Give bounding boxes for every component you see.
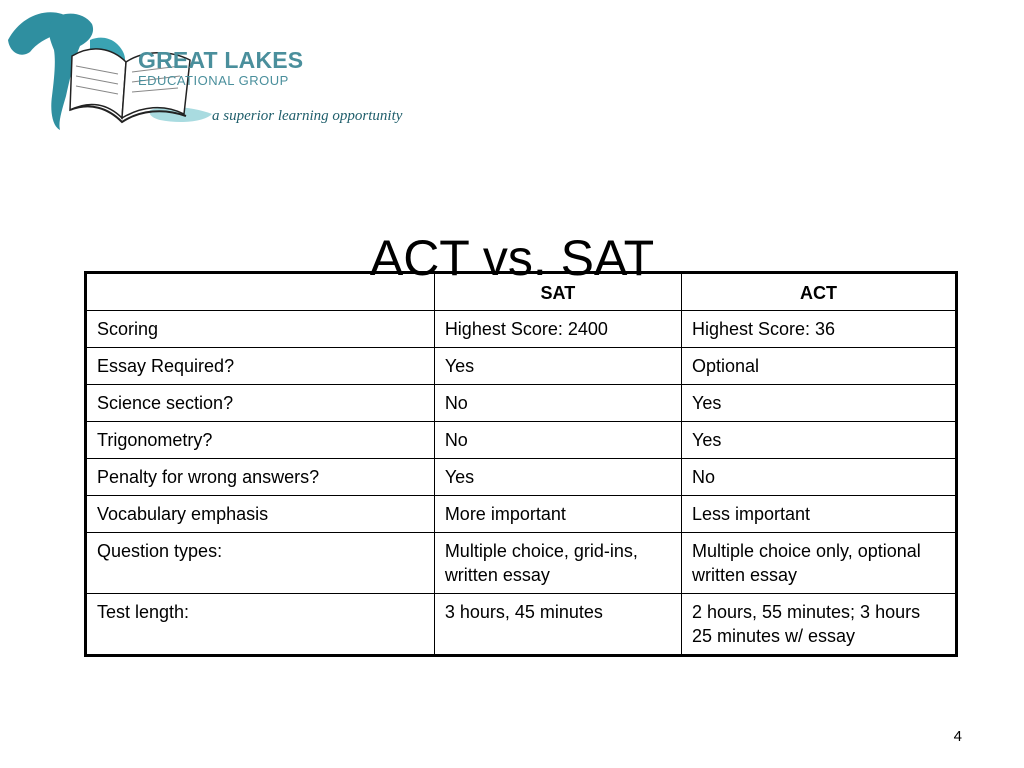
header-cell-sat: SAT [434, 273, 681, 311]
logo-title: GREAT LAKES [138, 47, 304, 73]
logo-tagline: a superior learning opportunity [212, 108, 403, 124]
slide-title: ACT vs. SAT [369, 229, 655, 286]
table-row [86, 533, 957, 594]
row-label: Essay Required? [86, 348, 435, 385]
table-row [86, 422, 957, 459]
table-row [86, 311, 957, 348]
table-row [86, 348, 957, 385]
sat-cell: Highest Score: 2400 [434, 311, 681, 348]
table-header-row [86, 273, 957, 311]
sat-cell: Yes [434, 348, 681, 385]
row-label: Test length: [86, 594, 435, 656]
act-cell: Yes [681, 385, 956, 422]
row-label: Scoring [86, 311, 435, 348]
header-cell-blank [86, 273, 435, 311]
act-cell: Yes [681, 422, 956, 459]
sat-cell: No [434, 385, 681, 422]
sat-cell: No [434, 422, 681, 459]
logo-subtitle: EDUCATIONAL GROUP [138, 73, 289, 88]
header-cell-act: ACT [681, 273, 956, 311]
comparison-table [84, 271, 958, 657]
act-cell: 2 hours, 55 minutes; 3 hours 25 minutes w/ essay [681, 594, 956, 656]
row-label: Trigonometry? [86, 422, 435, 459]
act-cell: No [681, 459, 956, 496]
table-row [86, 459, 957, 496]
sat-cell: Yes [434, 459, 681, 496]
table-row [86, 496, 957, 533]
row-label: Vocabulary emphasis [86, 496, 435, 533]
great-lakes-logo [0, 0, 420, 150]
row-label: Penalty for wrong answers? [86, 459, 435, 496]
sat-cell: 3 hours, 45 minutes [434, 594, 681, 656]
table-row [86, 594, 957, 656]
sat-cell: Multiple choice, grid-ins, written essay [434, 533, 681, 594]
act-cell: Optional [681, 348, 956, 385]
act-cell: Highest Score: 36 [681, 311, 956, 348]
row-label: Science section? [86, 385, 435, 422]
act-cell: Less important [681, 496, 956, 533]
sat-cell: More important [434, 496, 681, 533]
act-cell: Multiple choice only, optional written essay [681, 533, 956, 594]
page-number: 4 [953, 728, 962, 745]
table-row [86, 385, 957, 422]
row-label: Question types: [86, 533, 435, 594]
